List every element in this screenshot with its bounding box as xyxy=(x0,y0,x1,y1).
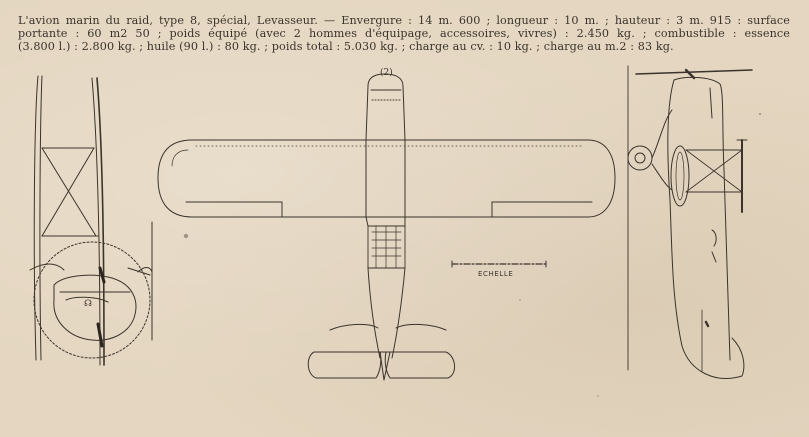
scale-label: ECHELLE xyxy=(478,270,514,278)
scale-bar xyxy=(452,261,546,267)
front-view-drawing xyxy=(30,76,152,365)
caption-line-1: L'avion marin du raid, type 8, spécial, Levasseur. — Envergure : 14 m. 600 ; longueur : 10 m. ; hauteur : 3 m. 915 : surface xyxy=(18,14,790,27)
caption-line-2: portante : 60 m2 50 ; poids équipé (avec 2 hommes d'équipage, accessoires, vivres) : 2.450 kg. ; combustible : essence xyxy=(18,27,790,40)
plan-view-drawing xyxy=(158,74,615,380)
paper-specks xyxy=(184,113,761,397)
svg-text:☊: ☊ xyxy=(84,299,92,309)
side-view-drawing xyxy=(628,66,752,378)
caption-line-3: (3.800 l.) : 2.800 kg. ; huile (90 l.) : 80 kg. ; poids total : 5.030 kg. ; charge au cv. : 10 kg. ; charge au m.2 : 83 kg. xyxy=(18,40,674,53)
figure-marker: (2) xyxy=(380,68,393,78)
